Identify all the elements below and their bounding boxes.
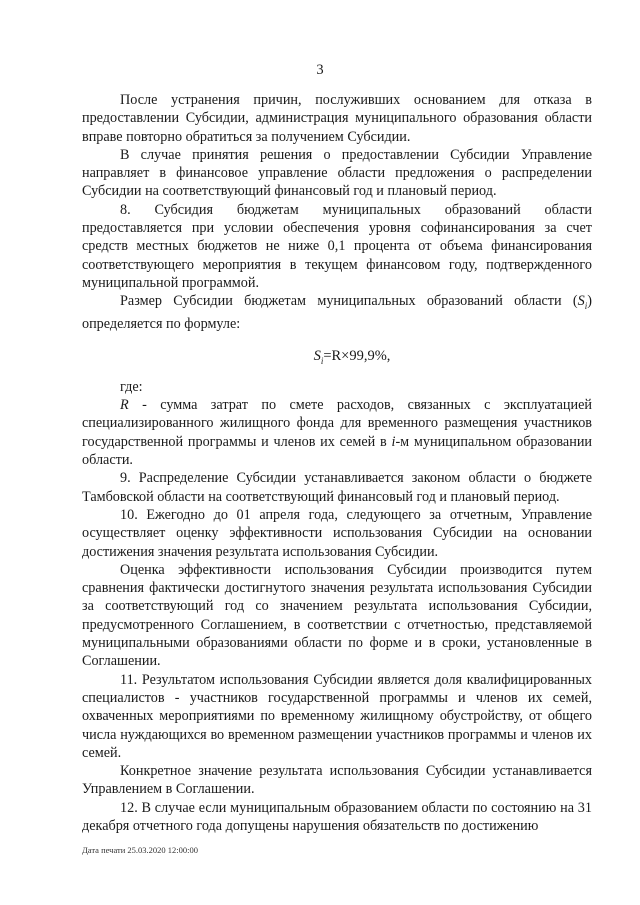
document-body [82,91,592,835]
paragraph-item-9: 9. Распределение Субсидии устанавливается законом области о бюджете Тамбовской области на соответствующий финансовый год и плановый период. [82,470,592,505]
paragraph-item-11: 11. Результатом использования Субсидии является доля квалифицированных специалистов - участников государственной программы и членов их семей, охваченных мероприятиями по временному жилищному обустройству, от общего числа нуждающихся во временном размещении участников программы и членов их семей. [82,671,592,761]
subsidy-formula [82,347,592,370]
formula-lhs-sub: i [320,355,324,366]
paragraph-r-definition [82,396,592,469]
paragraph-decision: В случае принятия решения о предоставлении Субсидии Управление направляет в финансовое управление области предложения о распределении Субсидии на соответствующий финансовый год и плановый период. [82,146,592,200]
paragraph-item-10: 10. Ежегодно до 01 апреля года, следующего за отчетным, Управление осуществляет оценку эффективности использования Субсидии на основании достижения значения результата использования Субсидии. [82,506,592,560]
formula-lhs-var: S [313,347,321,364]
subsidy-size-sub: i [584,301,588,312]
page-number: 3 [316,62,324,78]
formula-rhs: =R×99,9%, [323,347,391,364]
print-date-footer: Дата печати 25.03.2020 12:00:00 [82,845,198,855]
paragraph-resubmission: После устранения причин, послуживших основанием для отказа в предоставлении Субсидии, администрация муниципального образования области вправе повторно обратиться за получением Субсидии. [82,92,592,145]
i-variable: i [391,433,396,450]
subsidy-size-var: S [577,293,585,310]
r-definition-text: - сумма затрат по смете расходов, связанных с эксплуатацией специализированного жилищного фонда для временного размещения участников государственной программы и членов их семей в [82,397,592,450]
paragraph-where: где: [120,378,143,395]
subsidy-size-end: ) определяется по формуле: [82,293,592,333]
r-variable: R [120,397,129,414]
paragraph-specific-value: Конкретное значение результата использования Субсидии устанавливается Управлением в Соглашении. [82,763,592,798]
paragraph-item-8: 8. Субсидия бюджетам муниципальных образований области предоставляется при условии обеспечения уровня софинансирования за счет средств местных бюджетов не ниже 0,1 процента от объема финансирования соответствующего мероприятия в текущем финансовом году, подтвержденного муниципальной программой. [82,201,592,291]
paragraph-item-12: 12. В случае если муниципальным образованием области по состоянию на 31 декабря отчетного года допущены нарушения обязательств по достижению [82,799,592,834]
paragraph-efficiency-assessment: Оценка эффективности использования Субсидии производится путем сравнения фактически достигнутого значения результата использования Субсидии за соответствующий год со значением результата использования Субсидии, предусмотренного Соглашением, в соответствии с отчетностью, представляемой муниципальными образованиями области по форме и в сроки, установленные в Соглашении. [82,561,592,670]
paragraph-subsidy-size [82,292,592,333]
subsidy-size-text: Размер Субсидии бюджетам муниципальных образований области ( [120,293,578,310]
r-definition-end: -м муниципальном образовании области. [82,433,592,469]
